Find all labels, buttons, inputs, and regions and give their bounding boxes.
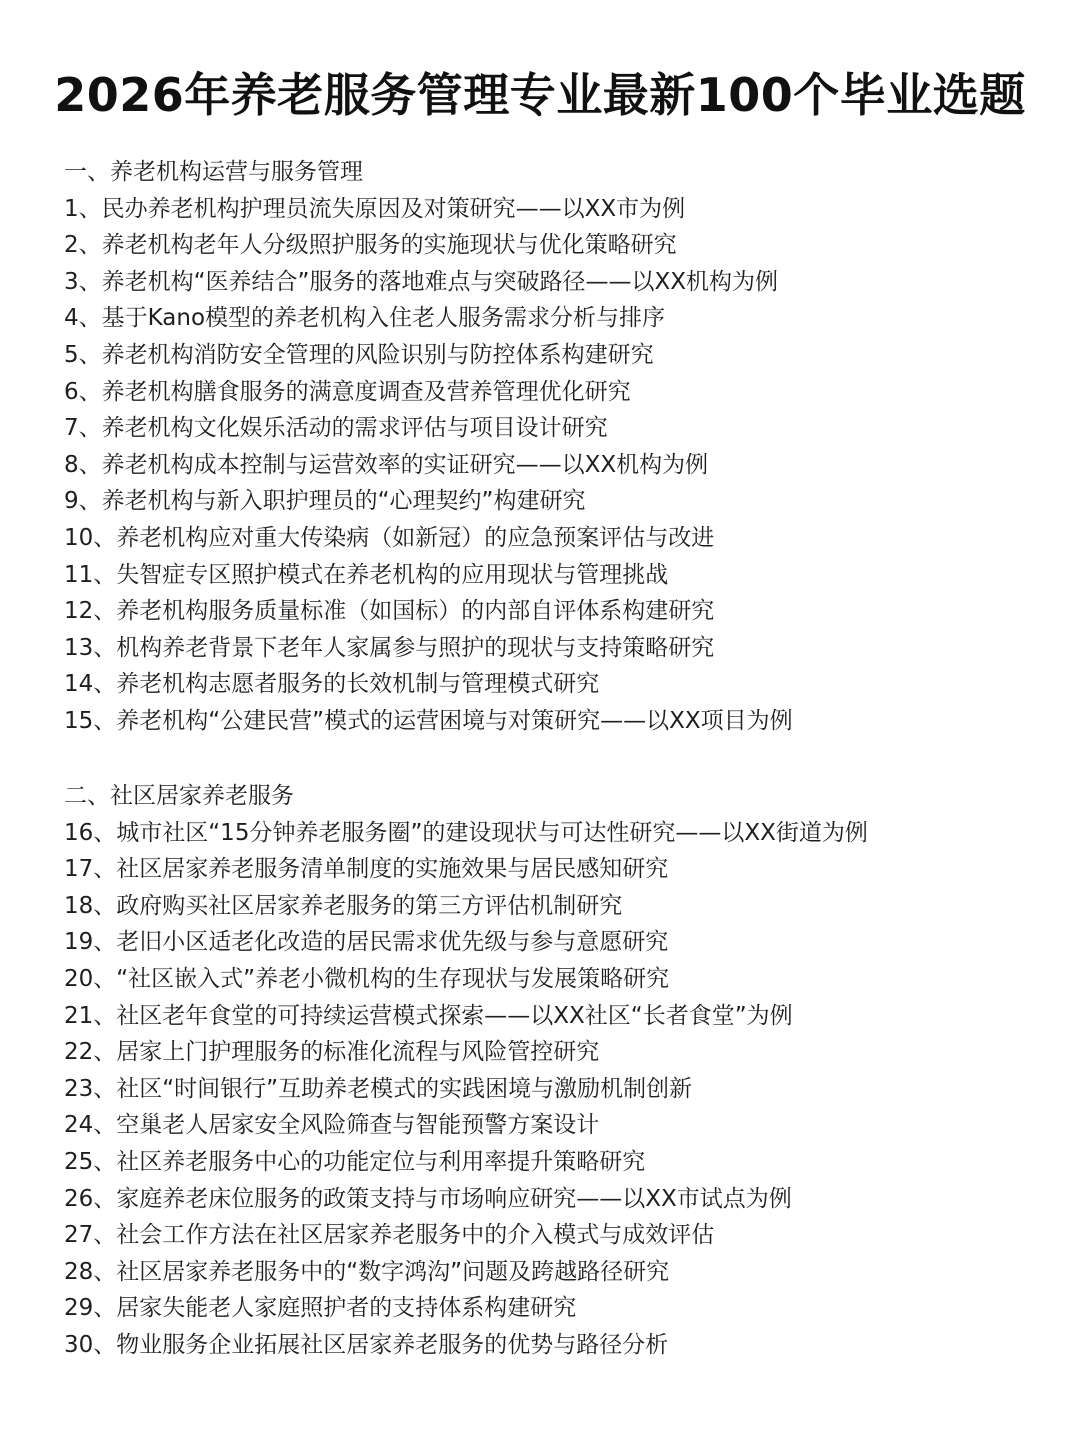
topic-item: 27、社会工作方法在社区居家养老服务中的介入模式与成效评估 [64, 1222, 715, 1249]
topic-item: 6、养老机构膳食服务的满意度调查及营养管理优化研究 [64, 378, 631, 405]
topic-item: 20、“社区嵌入式”养老小微机构的生存现状与发展策略研究 [64, 965, 670, 992]
topic-item: 1、民办养老机构护理员流失原因及对策研究——以XX市为例 [64, 195, 686, 222]
page-title: 2026年养老服务管理专业最新100个毕业选题 [54, 68, 1026, 122]
topic-item: 9、养老机构与新入职护理员的“心理契约”构建研究 [64, 488, 586, 515]
topic-item: 10、养老机构应对重大传染病（如新冠）的应急预案评估与改进 [64, 524, 715, 551]
topic-item: 18、政府购买社区居家养老服务的第三方评估机制研究 [64, 892, 623, 919]
topic-item: 30、物业服务企业拓展社区居家养老服务的优势与路径分析 [64, 1331, 669, 1358]
topic-item: 17、社区居家养老服务清单制度的实施效果与居民感知研究 [64, 856, 669, 883]
topic-item: 24、空巢老人居家安全风险筛查与智能预警方案设计 [64, 1112, 600, 1139]
topic-item: 12、养老机构服务质量标准（如国标）的内部自评体系构建研究 [64, 598, 715, 625]
topic-item: 5、养老机构消防安全管理的风险识别与防控体系构建研究 [64, 341, 654, 368]
topic-item: 8、养老机构成本控制与运营效率的实证研究——以XX机构为例 [64, 451, 709, 478]
topic-item: 29、居家失能老人家庭照护者的支持体系构建研究 [64, 1295, 577, 1322]
topic-item: 26、家庭养老床位服务的政策支持与市场响应研究——以XX市试点为例 [64, 1185, 792, 1212]
section-heading: 一、养老机构运营与服务管理 [64, 159, 363, 185]
topic-item: 2、养老机构老年人分级照护服务的实施现状与优化策略研究 [64, 232, 677, 259]
topic-item: 22、居家上门护理服务的标准化流程与风险管控研究 [64, 1039, 600, 1066]
section-institution-management [64, 154, 1054, 740]
section-heading: 二、社区居家养老服务 [64, 783, 294, 809]
topic-item: 23、社区“时间银行”互助养老模式的实践困境与激励机制创新 [64, 1075, 693, 1102]
topic-item: 19、老旧小区适老化改造的居民需求优先级与参与意愿研究 [64, 929, 669, 956]
topic-item: 15、养老机构“公建民营”模式的运营困境与对策研究——以XX项目为例 [64, 707, 793, 734]
topic-item: 14、养老机构志愿者服务的长效机制与管理模式研究 [64, 671, 600, 698]
topic-item: 7、养老机构文化娱乐活动的需求评估与项目设计研究 [64, 415, 608, 442]
section-community-home-care [64, 778, 1054, 1364]
topic-item: 11、失智症专区照护模式在养老机构的应用现状与管理挑战 [64, 561, 669, 588]
topic-item: 16、城市社区“15分钟养老服务圈”的建设现状与可达性研究——以XX街道为例 [64, 819, 868, 846]
topic-item: 28、社区居家养老服务中的“数字鸿沟”问题及跨越路径研究 [64, 1258, 670, 1285]
topic-item: 25、社区养老服务中心的功能定位与利用率提升策略研究 [64, 1148, 646, 1175]
topic-item: 21、社区老年食堂的可持续运营模式探索——以XX社区“长者食堂”为例 [64, 1002, 793, 1029]
topic-item: 3、养老机构“医养结合”服务的落地难点与突破路径——以XX机构为例 [64, 268, 778, 295]
topic-item: 4、基于Kano模型的养老机构入住老人服务需求分析与排序 [64, 305, 666, 332]
topic-item: 13、机构养老背景下老年人家属参与照护的现状与支持策略研究 [64, 634, 715, 661]
